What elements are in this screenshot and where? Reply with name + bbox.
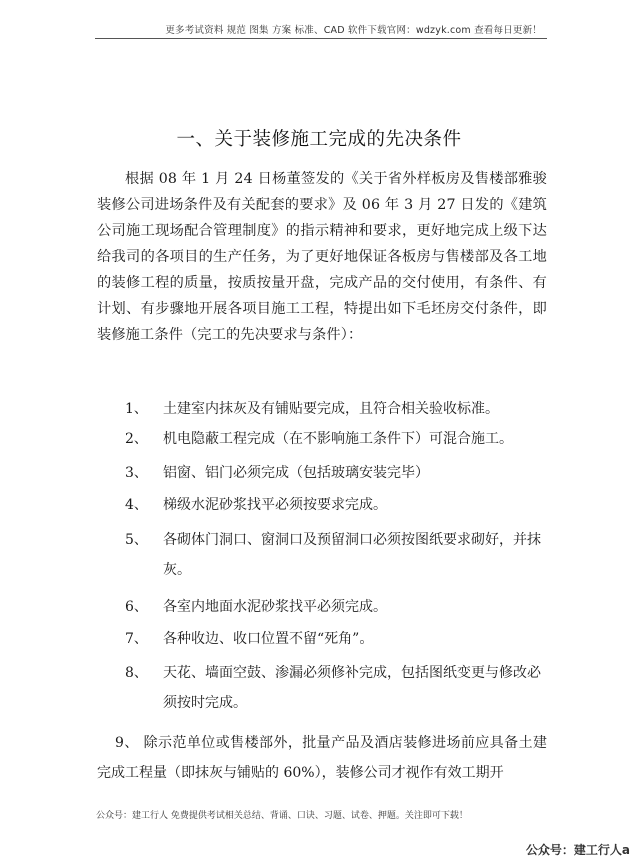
header-divider <box>95 38 547 39</box>
list-item-text: 各砌体门洞口、窗洞口及预留洞口必须按图纸要求砌好，并抹灰。 <box>163 532 541 578</box>
list-item-text: 各室内地面水泥砂浆找平必须完成。 <box>163 599 387 615</box>
list-item <box>97 458 547 488</box>
watermark: 公众号：建工行人a <box>525 843 630 857</box>
list-item-number: 1、 <box>125 401 148 417</box>
list-item <box>97 424 547 454</box>
list-item-text: 各种收边、收口位置不留“死角”。 <box>163 631 374 647</box>
section-title: 一、关于装修施工完成的先决条件 <box>176 129 462 150</box>
list-item <box>97 592 547 622</box>
list-item-text: 铝窗、铝门必须完成（包括玻璃安装完毕） <box>163 465 429 481</box>
list-item-text: 梯级水泥砂浆找平必须按要求完成。 <box>163 497 387 513</box>
list-item-number: 6、 <box>125 599 148 615</box>
list-item <box>97 525 547 585</box>
list-item <box>97 394 547 424</box>
list-item-text: 土建室内抹灰及有铺贴要完成，且符合相关验收标准。 <box>163 401 499 417</box>
list-item-text: 天花、墙面空鼓、渗漏必须修补完成，包括图纸变更与修改必须按时完成。 <box>163 665 541 711</box>
list-item-text: 机电隐蔽工程完成（在不影响施工条件下）可混合施工。 <box>163 431 513 447</box>
intro-paragraph: 根据 08 年 1 月 24 日杨董签发的《关于省外样板房及售楼部雅骏装修公司进场条件及有关配套的要求》及 06 年 3 月 27 日发的《建筑公司施工现场配合管理制度》的指示精神和要求，更好地完成上级下达给我司的各项目的生产任务，为了更好地保证各板房与售楼部及各工地的装修工程的质量，按质按量开盘，完成产品的交付使用，有条件、有计划、有步骤地开展各项目施工工程，特提出如下毛坯房交付条件，即装修施工条件（完工的先决要求与条件）： <box>97 171 547 343</box>
footer-note: 公众号：建工行人 免费提供考试相关总结、背诵、口诀、习题、试卷、押题。关注即可下载！ <box>96 811 468 821</box>
list-item <box>97 624 547 654</box>
list-item-number: 5、 <box>125 532 148 548</box>
list-item <box>97 658 547 718</box>
list-item-number: 3、 <box>125 465 148 481</box>
list-item <box>97 490 547 520</box>
list-item-number: 7、 <box>125 631 148 647</box>
list-item-number: 4、 <box>125 497 148 513</box>
item-9-paragraph: 9、 除示范单位或售楼部外，批量产品及酒店装修进场前应具备土建完成工程量（即抹灰与铺贴的 60%），装修公司才视作有效工期开 <box>97 735 547 781</box>
list-item-number: 8、 <box>125 665 148 681</box>
header-note: 更多考试资料 规范 图集 方案 标准、CAD 软件下载官网：wdzyk.com 查看每日更新！ <box>165 25 542 36</box>
list-item-number: 2、 <box>125 431 148 447</box>
